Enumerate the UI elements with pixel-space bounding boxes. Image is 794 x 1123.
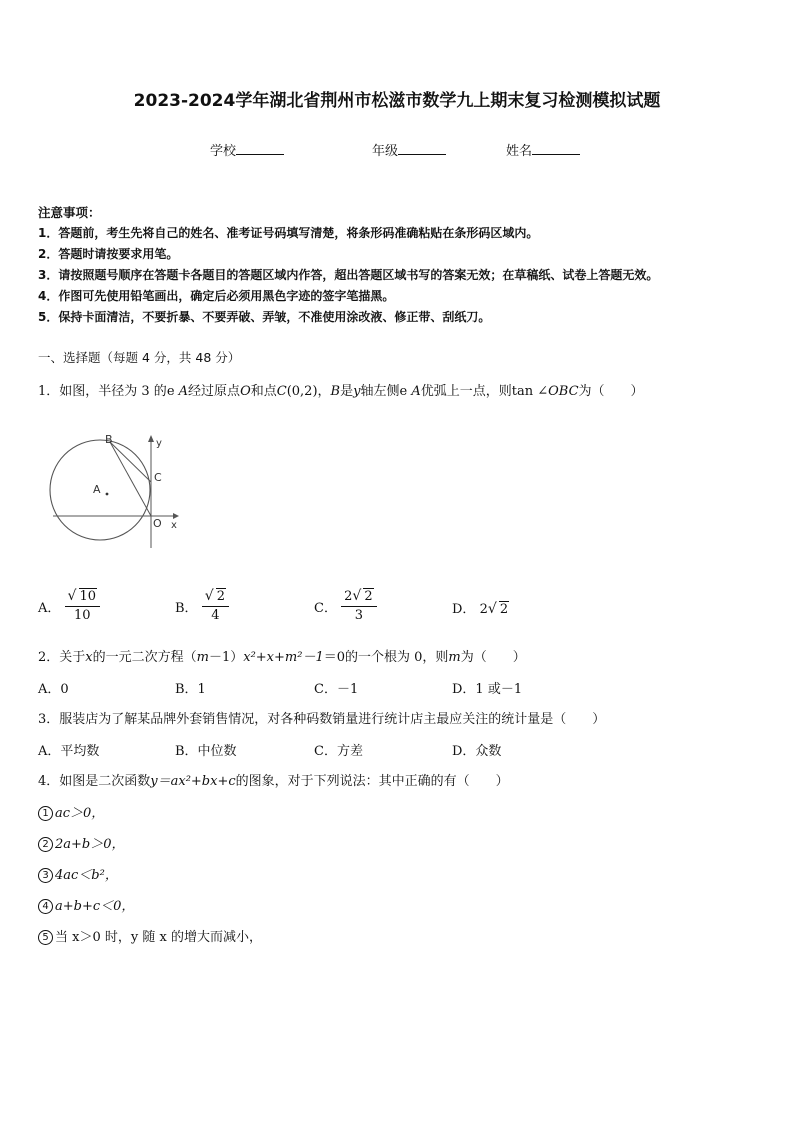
q4-statement: 3 4ac＜b²， <box>38 864 118 883</box>
segment-bo <box>110 442 151 516</box>
note-item: 3．请按照题号顺序在答题卡各题目的答题区域内作答，超出答题区域书写的答案无效；在草稿纸、试卷上答题无效。 <box>38 268 659 282</box>
label-y: y <box>156 438 162 449</box>
q4-statement: 5 当 x＞0 时，y 随 x 的增大而减小， <box>38 926 262 945</box>
school-blank[interactable] <box>236 142 284 155</box>
grade-field <box>372 140 446 159</box>
q3-option-a[interactable]: A．平均数 <box>38 744 100 759</box>
q1-option-d[interactable]: D． 2√ 2 <box>452 598 509 617</box>
label-o: O <box>153 517 162 530</box>
q4-statement: 1 ac＞0， <box>38 802 104 821</box>
note-item: 2．答题时请按要求用笔。 <box>38 247 179 261</box>
question-2-stem: 2．关于x的一元二次方程（m－1）x²+x+m²－1＝0的一个根为 0，则m为（ ） <box>38 650 526 665</box>
grade-label: 年级 <box>372 144 399 159</box>
section-heading: 一、选择题（每题 4 分，共 48 分） <box>38 350 241 365</box>
q1-option-c[interactable]: C． $\frac{2√ 2}{3}$ <box>314 588 377 625</box>
name-field <box>506 140 580 159</box>
label-a: A <box>93 483 101 496</box>
segment-bc <box>110 442 151 482</box>
q3-option-d[interactable]: D．众数 <box>452 744 502 759</box>
q2-option-a[interactable]: A．0 <box>38 682 69 697</box>
y-axis-arrow <box>148 435 154 442</box>
q4-statement: 4 a+b+c＜0， <box>38 895 134 914</box>
note-item: 1．答题前，考生先将自己的姓名、准考证号码填写清楚，将条形码准确粘贴在条形码区域内。 <box>38 226 539 240</box>
q4-statement: 2 2a+b＞0， <box>38 833 125 852</box>
q2-option-b[interactable]: B．1 <box>175 682 206 697</box>
school-field <box>210 140 284 159</box>
label-b: B <box>105 433 113 446</box>
q3-option-c[interactable]: C．方差 <box>314 744 363 759</box>
question-1-stem: 1．如图，半径为 3 的e A经过原点O和点C(0,2)，B是y轴左侧e A优弧上一点，则tan ∠OBC为（ ） <box>38 384 644 399</box>
question-1-figure <box>48 430 188 570</box>
q3-option-b[interactable]: B．中位数 <box>175 744 237 759</box>
note-item: 4．作图可先使用铅笔画出，确定后必须用黑色字迹的签字笔描黑。 <box>38 289 395 303</box>
question-3-stem: 3．服装店为了解某品牌外套销售情况，对各种码数销量进行统计店主最应关注的统计量是（ ） <box>38 712 606 727</box>
page-title: 2023-2024学年湖北省荆州市松滋市数学九上期末复习检测模拟试题 <box>133 91 661 111</box>
name-label: 姓名 <box>506 144 533 159</box>
center-point <box>106 493 109 496</box>
note-item: 5．保持卡面清洁，不要折暴、不要弄破、弄皱，不准使用涂改液、修正带、刮纸刀。 <box>38 310 491 324</box>
school-label: 学校 <box>210 144 237 159</box>
q2-option-c[interactable]: C．－1 <box>314 682 359 697</box>
q1-option-a[interactable]: A． √ $\frac{10}{10}$ <box>38 588 100 625</box>
q2-option-d[interactable]: D．1 或－1 <box>452 682 523 697</box>
name-blank[interactable] <box>532 142 580 155</box>
question-4-stem: 4．如图是二次函数y＝ax²+bx+c的图象，对于下列说法：其中正确的有（ ） <box>38 774 509 789</box>
grade-blank[interactable] <box>398 142 446 155</box>
x-axis-arrow <box>173 513 179 519</box>
label-c: C <box>154 471 162 484</box>
q1-option-b[interactable]: B． √ $\frac{2}{4}$ <box>175 588 229 625</box>
label-x: x <box>171 520 177 531</box>
notes-heading: 注意事项： <box>38 205 101 220</box>
